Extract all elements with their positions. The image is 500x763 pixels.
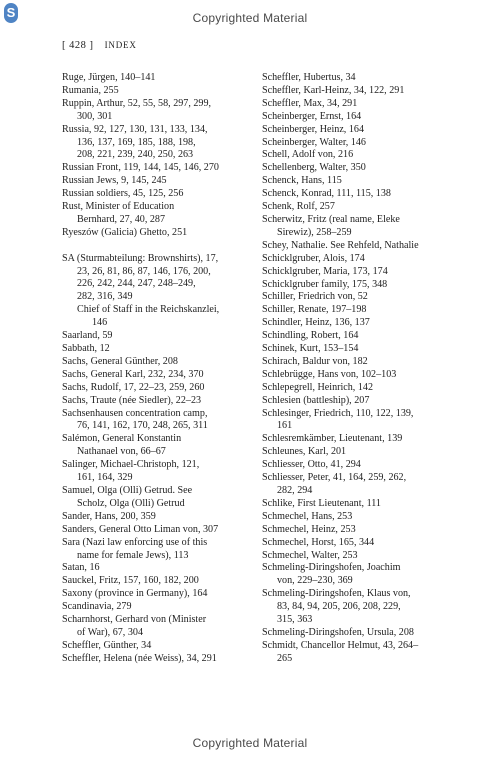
index-entry bbox=[62, 408, 257, 434]
index-entry-line: Schell, Adolf von, 216 bbox=[262, 149, 354, 161]
index-entry bbox=[262, 562, 462, 588]
index-entry-line: Nathanael von, 66–67 bbox=[77, 446, 166, 458]
index-entry bbox=[62, 601, 257, 614]
index-entry-line: Schlepegrell, Heinrich, 142 bbox=[262, 381, 373, 393]
index-entry bbox=[262, 588, 462, 627]
index-entry bbox=[262, 459, 462, 472]
index-entry-line: Schlesinger, Friedrich, 110, 122, 139, bbox=[262, 407, 414, 419]
index-entry bbox=[62, 175, 257, 188]
index-entry bbox=[62, 253, 257, 305]
index-entry-line: 83, 84, 94, 205, 206, 208, 229, bbox=[277, 601, 401, 613]
index-entry-line: Rust, Minister of Education bbox=[62, 201, 175, 213]
index-entry-line: Ruppin, Arthur, 52, 55, 58, 297, 299, bbox=[62, 97, 212, 109]
index-entry bbox=[62, 537, 257, 563]
index-entry-line: Schmechel, Horst, 165, 344 bbox=[262, 536, 375, 548]
index-entry-line: Schlesien (battleship), 207 bbox=[262, 394, 370, 406]
index-entry bbox=[62, 98, 257, 124]
index-entry-line: 265 bbox=[277, 652, 293, 664]
index-entry bbox=[62, 304, 257, 330]
index-entry-line: Scheffler, Helena (née Weiss), 34, 291 bbox=[62, 652, 217, 664]
index-entry-line: 208, 221, 239, 240, 250, 263 bbox=[77, 149, 194, 161]
index-entry bbox=[262, 291, 462, 304]
index-entry-line: Salinger, Michael-Christoph, 121, bbox=[62, 459, 200, 471]
index-entry-line: Schellenberg, Walter, 350 bbox=[262, 162, 366, 174]
index-entry bbox=[262, 317, 462, 330]
index-entry-line: Scheffler, Max, 34, 291 bbox=[262, 97, 358, 109]
index-entry-line: Schliesser, Peter, 41, 164, 259, 262, bbox=[262, 472, 407, 484]
index-entry bbox=[262, 124, 462, 137]
index-entry-line: Russia, 92, 127, 130, 131, 133, 134, bbox=[62, 123, 208, 135]
index-entry-line: Samuel, Olga (Olli) Getrud. See bbox=[62, 484, 193, 496]
index-entry bbox=[262, 137, 462, 150]
index-entry-line: 161, 164, 329 bbox=[77, 472, 133, 484]
index-entry-line: 146 bbox=[92, 317, 108, 329]
index-entry-line: Sirewiz), 258–259 bbox=[277, 226, 352, 238]
index-entry bbox=[262, 369, 462, 382]
index-entry-line: Scheinberger, Walter, 146 bbox=[262, 136, 366, 148]
index-entry-line: Scharnhorst, Gerhard von (Minister bbox=[62, 614, 207, 626]
index-entry bbox=[262, 85, 462, 98]
index-entry-line: Schindler, Heinz, 136, 137 bbox=[262, 317, 370, 329]
index-entry bbox=[262, 72, 462, 85]
index-entry-line: Sanders, General Otto Liman von, 307 bbox=[62, 523, 219, 535]
index-entry-line: Russian Jews, 9, 145, 245 bbox=[62, 175, 167, 187]
index-entry-line: Schicklgruber family, 175, 348 bbox=[262, 278, 388, 290]
index-entry bbox=[62, 124, 257, 163]
index-entry-line: Russian Front, 119, 144, 145, 146, 270 bbox=[62, 162, 219, 174]
index-entry-line: Sachs, Rudolf, 17, 22–23, 259, 260 bbox=[62, 381, 205, 393]
index-entry bbox=[262, 446, 462, 459]
index-entry bbox=[262, 537, 462, 550]
index-entry-line: 76, 141, 162, 170, 248, 265, 311 bbox=[77, 420, 208, 432]
index-entry bbox=[262, 188, 462, 201]
index-entry-line: Ryeszów (Galicia) Ghetto, 251 bbox=[62, 226, 188, 238]
index-entry bbox=[262, 304, 462, 317]
index-entry bbox=[262, 524, 462, 537]
index-entry bbox=[62, 395, 257, 408]
index-entry bbox=[262, 214, 462, 240]
index-entry-line: 282, 294 bbox=[277, 485, 313, 496]
copyright-banner-bottom: Copyrighted Material bbox=[192, 736, 308, 750]
index-entry bbox=[262, 433, 462, 446]
index-entry-line: Sara (Nazi law enforcing use of this bbox=[62, 536, 208, 548]
index-entry-line: 23, 26, 81, 86, 87, 146, 176, 200, bbox=[77, 265, 211, 277]
page-header bbox=[62, 40, 137, 51]
index-entry-line: Schlesremkämber, Lieutenant, 139 bbox=[262, 433, 403, 445]
index-entry-line: Satan, 16 bbox=[62, 562, 100, 574]
index-entry-line: Schlebrügge, Hans von, 102–103 bbox=[262, 368, 397, 380]
index-entry-line: von, 229–230, 369 bbox=[277, 575, 353, 587]
index-entry-line: Chief of Staff in the Reichskanzlei, bbox=[77, 304, 220, 316]
index-entry bbox=[62, 201, 257, 227]
index-entry bbox=[62, 85, 257, 98]
index-entry bbox=[262, 356, 462, 369]
index-entry-line: Schmidt, Chancellor Helmut, 43, 264– bbox=[262, 639, 419, 651]
index-entry bbox=[62, 343, 257, 356]
index-entry bbox=[262, 343, 462, 356]
index-entry-line: Schirach, Baldur von, 182 bbox=[262, 355, 368, 367]
index-entry-line: 226, 242, 244, 247, 248–249, bbox=[77, 278, 196, 290]
index-entry-line: Scheffler, Günther, 34 bbox=[62, 639, 152, 651]
index-entry-line: Rumania, 255 bbox=[62, 84, 119, 96]
index-entry bbox=[262, 279, 462, 292]
index-entry-line: Schindling, Robert, 164 bbox=[262, 330, 359, 342]
index-entry-line: Scandinavia, 279 bbox=[62, 601, 132, 613]
index-entry-line: Salémon, General Konstantin bbox=[62, 433, 182, 445]
index-entry-line: Sachs, General Karl, 232, 234, 370 bbox=[62, 368, 204, 380]
index-entry-line: Scheinberger, Ernst, 164 bbox=[262, 110, 362, 122]
index-column-left bbox=[62, 72, 257, 666]
index-entry bbox=[62, 640, 257, 653]
index-entry-line: Schmechel, Heinz, 253 bbox=[262, 523, 356, 535]
index-entry bbox=[262, 98, 462, 111]
index-entry-line: Russian soldiers, 45, 125, 256 bbox=[62, 188, 184, 200]
index-entry bbox=[62, 485, 257, 511]
index-entry-line: Sachsenhausen concentration camp, bbox=[62, 407, 208, 419]
index-entry-line: Scheffler, Karl-Heinz, 34, 122, 291 bbox=[262, 84, 405, 96]
index-entry-line: SA (Sturmabteilung: Brownshirts), 17, bbox=[62, 252, 219, 264]
index-entry-line: Schmechel, Hans, 253 bbox=[262, 510, 353, 522]
index-entry bbox=[62, 330, 257, 343]
index-entry bbox=[62, 227, 257, 240]
index-entry bbox=[262, 253, 462, 266]
index-entry-line: Schliesser, Otto, 41, 294 bbox=[262, 459, 361, 471]
index-entry-line: Schey, Nathalie. See Rehfeld, Nathalie bbox=[262, 239, 419, 251]
index-entry bbox=[62, 511, 257, 524]
index-entry bbox=[62, 72, 257, 85]
index-entry bbox=[62, 653, 257, 666]
index-entry bbox=[62, 433, 257, 459]
index-entry-line: Schicklgruber, Alois, 174 bbox=[262, 252, 365, 264]
index-entry bbox=[262, 511, 462, 524]
index-entry-line: Scherwitz, Fritz (real name, Eleke bbox=[262, 213, 400, 225]
index-entry-line: Scholz, Olga (Olli) Getrud bbox=[77, 497, 185, 509]
index-entry-line: Schenk, Rolf, 257 bbox=[262, 201, 335, 213]
index-entry-line: Schmeling-Diringshofen, Klaus von, bbox=[262, 588, 411, 600]
index-entry bbox=[262, 640, 462, 666]
index-entry bbox=[62, 369, 257, 382]
index-column-right bbox=[262, 72, 462, 666]
index-entry bbox=[262, 550, 462, 563]
index-entry bbox=[262, 498, 462, 511]
index-entry bbox=[262, 408, 462, 434]
index-entry-line: Schenck, Konrad, 111, 115, 138 bbox=[262, 188, 391, 200]
index-entry-line: Schiller, Renate, 197–198 bbox=[262, 304, 367, 316]
index-entry-line: 161 bbox=[277, 420, 293, 432]
index-entry-line: Sauckel, Fritz, 157, 160, 182, 200 bbox=[62, 575, 199, 587]
index-entry bbox=[62, 162, 257, 175]
index-entry bbox=[262, 201, 462, 214]
copyright-banner-top: Copyrighted Material bbox=[192, 11, 308, 25]
publisher-logo-icon: S bbox=[4, 3, 18, 23]
index-entry bbox=[62, 524, 257, 537]
index-entry-line: Schlike, First Lieutenant, 111 bbox=[262, 497, 381, 509]
index-entry bbox=[262, 395, 462, 408]
index-entry-line: Bernhard, 27, 40, 287 bbox=[77, 213, 166, 225]
index-entry bbox=[262, 111, 462, 124]
index-entry-line: Sabbath, 12 bbox=[62, 343, 110, 355]
index-entry bbox=[262, 240, 462, 253]
index-entry bbox=[262, 382, 462, 395]
index-entry bbox=[62, 614, 257, 640]
index-entry-line: Schmechel, Walter, 253 bbox=[262, 549, 358, 561]
index-entry-line: Sachs, General Günther, 208 bbox=[62, 355, 178, 367]
index-entry-line: Sachs, Traute (née Siedler), 22–23 bbox=[62, 394, 202, 406]
index-entry bbox=[62, 575, 257, 588]
index-entry bbox=[62, 588, 257, 601]
index-entry-line: Schleunes, Karl, 201 bbox=[262, 446, 347, 458]
index-entry-line: 300, 301 bbox=[77, 110, 113, 122]
index-entry-line: Scheffler, Hubertus, 34 bbox=[262, 72, 356, 83]
index-entry-line: 136, 137, 169, 185, 188, 198, bbox=[77, 136, 196, 148]
index-entry-line: Schicklgruber, Maria, 173, 174 bbox=[262, 265, 388, 277]
index-entry-line: Saarland, 59 bbox=[62, 330, 113, 342]
index-entry-line: Schmeling-Diringshofen, Ursula, 208 bbox=[262, 626, 414, 638]
index-entry-line: Schiller, Friedrich von, 52 bbox=[262, 291, 368, 303]
index-entry-line: 315, 363 bbox=[277, 614, 313, 626]
index-entry-line: Schmeling-Diringshofen, Joachim bbox=[262, 562, 401, 574]
index-entry-line: of War), 67, 304 bbox=[77, 626, 143, 638]
index-entry bbox=[62, 562, 257, 575]
index-entry-line: 282, 316, 349 bbox=[77, 291, 133, 303]
index-entry-line: Schenck, Hans, 115 bbox=[262, 175, 342, 187]
index-entry-line: Ruge, Jürgen, 140–141 bbox=[62, 72, 156, 83]
index-entry bbox=[62, 459, 257, 485]
index-entry bbox=[262, 149, 462, 162]
index-entry bbox=[262, 266, 462, 279]
index-entry-line: name for female Jews), 113 bbox=[77, 549, 189, 561]
index-entry bbox=[62, 188, 257, 201]
section-label: INDEX bbox=[104, 40, 137, 50]
index-entry bbox=[262, 162, 462, 175]
index-entry-line: Saxony (province in Germany), 164 bbox=[62, 588, 208, 600]
index-entry-line: Sander, Hans, 200, 359 bbox=[62, 510, 156, 522]
index-entry bbox=[262, 175, 462, 188]
index-entry bbox=[262, 472, 462, 498]
index-entry bbox=[262, 627, 462, 640]
index-entry bbox=[62, 356, 257, 369]
index-entry bbox=[62, 382, 257, 395]
index-entry-line: Schinek, Kurt, 153–154 bbox=[262, 343, 359, 355]
index-entry bbox=[262, 330, 462, 343]
index-entry-line: Scheinberger, Heinz, 164 bbox=[262, 123, 364, 135]
page-number: [ 428 ] bbox=[62, 40, 94, 51]
